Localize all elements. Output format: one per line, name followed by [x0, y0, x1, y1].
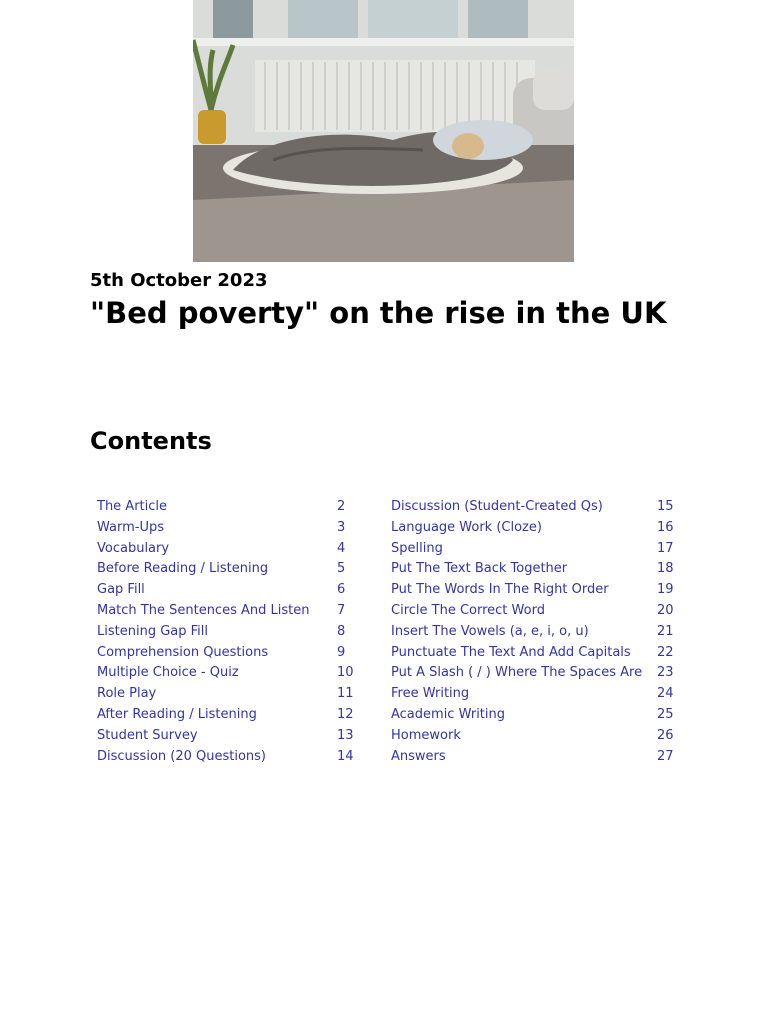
toc-link[interactable] — [391, 684, 676, 705]
toc-page-number[interactable]: 2 — [337, 499, 346, 514]
toc-title[interactable]: Match The Sentences And Listen — [97, 602, 310, 618]
toc-page-number[interactable]: 22 — [657, 644, 674, 660]
toc-left-column — [97, 497, 357, 767]
toc-title[interactable]: Before Reading / Listening — [97, 561, 269, 577]
toc-title[interactable]: Spelling — [391, 540, 443, 556]
toc-page-number[interactable]: 13 — [337, 727, 354, 743]
toc-title[interactable]: Free Writing — [391, 686, 470, 702]
toc-link[interactable] — [391, 518, 676, 539]
toc-page-number[interactable]: 10 — [337, 665, 354, 681]
toc-link[interactable] — [97, 726, 357, 747]
toc-title[interactable]: Put The Words In The Right Order — [391, 582, 609, 598]
toc-page-number[interactable]: 3 — [337, 519, 346, 535]
toc-page-number[interactable]: 23 — [657, 665, 674, 681]
toc-link[interactable] — [97, 539, 357, 560]
toc-title[interactable]: Discussion (Student-Created Qs) — [391, 499, 603, 514]
toc-link[interactable] — [391, 622, 676, 643]
toc-link[interactable] — [97, 559, 357, 580]
toc-page-number[interactable]: 8 — [337, 623, 346, 639]
toc-page-number[interactable]: 16 — [657, 519, 674, 535]
toc-link[interactable] — [391, 580, 676, 601]
toc-title[interactable]: Student Survey — [97, 727, 198, 743]
toc-page-number[interactable]: 27 — [657, 748, 674, 764]
toc-link[interactable] — [391, 643, 676, 664]
toc-title[interactable]: Put A Slash ( / ) Where The Spaces Are — [391, 665, 643, 681]
toc-link[interactable] — [97, 705, 357, 726]
toc-link[interactable] — [97, 663, 357, 684]
toc-title[interactable]: Multiple Choice - Quiz — [97, 665, 239, 681]
toc-title[interactable]: Academic Writing — [391, 706, 506, 722]
toc-title[interactable]: Answers — [391, 748, 446, 764]
toc-link[interactable] — [97, 518, 357, 539]
toc-page-number[interactable]: 26 — [657, 727, 674, 743]
toc-page-number[interactable]: 6 — [337, 582, 346, 598]
article-title: "Bed poverty" on the rise in the UK — [90, 296, 667, 330]
toc-link[interactable] — [97, 684, 357, 705]
toc-title[interactable]: Homework — [391, 727, 461, 743]
toc-page-number[interactable]: 11 — [337, 686, 354, 702]
photo-illustration — [193, 0, 574, 262]
toc-link[interactable] — [97, 601, 357, 622]
toc-title[interactable]: Discussion (20 Questions) — [97, 748, 266, 764]
toc-title[interactable]: Circle The Correct Word — [391, 602, 545, 618]
toc-title[interactable]: Insert The Vowels (a, e, i, o, u) — [391, 623, 589, 639]
toc-link[interactable] — [391, 497, 676, 518]
toc-page-number[interactable]: 12 — [337, 706, 354, 722]
toc-title[interactable]: Comprehension Questions — [97, 644, 269, 660]
toc-page-number[interactable]: 21 — [657, 623, 674, 639]
article-date: 5th October 2023 — [90, 270, 268, 291]
toc-title[interactable]: Punctuate The Text And Add Capitals — [391, 644, 631, 660]
toc-link[interactable] — [391, 559, 676, 580]
toc-page-number[interactable]: 19 — [657, 582, 674, 598]
toc-page-number[interactable]: 5 — [337, 561, 346, 577]
contents-heading: Contents — [90, 427, 212, 455]
toc-link[interactable] — [97, 580, 357, 601]
toc-title[interactable]: The Article — [97, 499, 168, 514]
toc-link[interactable] — [391, 601, 676, 622]
toc-right-column — [391, 497, 676, 767]
toc-title[interactable]: Listening Gap Fill — [97, 623, 208, 639]
toc-page-number[interactable]: 15 — [657, 499, 674, 514]
toc-page-number[interactable]: 4 — [337, 540, 346, 556]
toc-page-number[interactable]: 17 — [657, 540, 674, 556]
toc-link[interactable] — [97, 643, 357, 664]
toc-page-number[interactable]: 20 — [657, 602, 674, 618]
toc-link[interactable] — [97, 622, 357, 643]
toc-page-number[interactable]: 9 — [337, 644, 346, 660]
toc-title[interactable]: Vocabulary — [97, 540, 170, 556]
toc-title[interactable]: Language Work (Cloze) — [391, 519, 542, 535]
toc-title[interactable]: Role Play — [97, 686, 157, 702]
toc-title[interactable]: Warm-Ups — [97, 519, 164, 535]
toc-page-number[interactable]: 14 — [337, 748, 354, 764]
toc-link[interactable] — [391, 663, 676, 684]
toc-link[interactable] — [391, 705, 676, 726]
toc-link[interactable] — [97, 497, 357, 518]
toc-link[interactable] — [391, 726, 676, 747]
toc-link[interactable] — [391, 539, 676, 560]
toc-title[interactable]: Put The Text Back Together — [391, 561, 568, 577]
toc-page-number[interactable]: 18 — [657, 561, 674, 577]
article-photo — [193, 0, 574, 262]
toc-link[interactable] — [97, 747, 357, 768]
toc-title[interactable]: After Reading / Listening — [97, 706, 257, 722]
toc-title[interactable]: Gap Fill — [97, 582, 145, 598]
toc-page-number[interactable]: 7 — [337, 602, 346, 618]
toc-page-number[interactable]: 25 — [657, 706, 674, 722]
toc-page-number[interactable]: 24 — [657, 686, 674, 702]
toc-link[interactable] — [391, 747, 676, 768]
